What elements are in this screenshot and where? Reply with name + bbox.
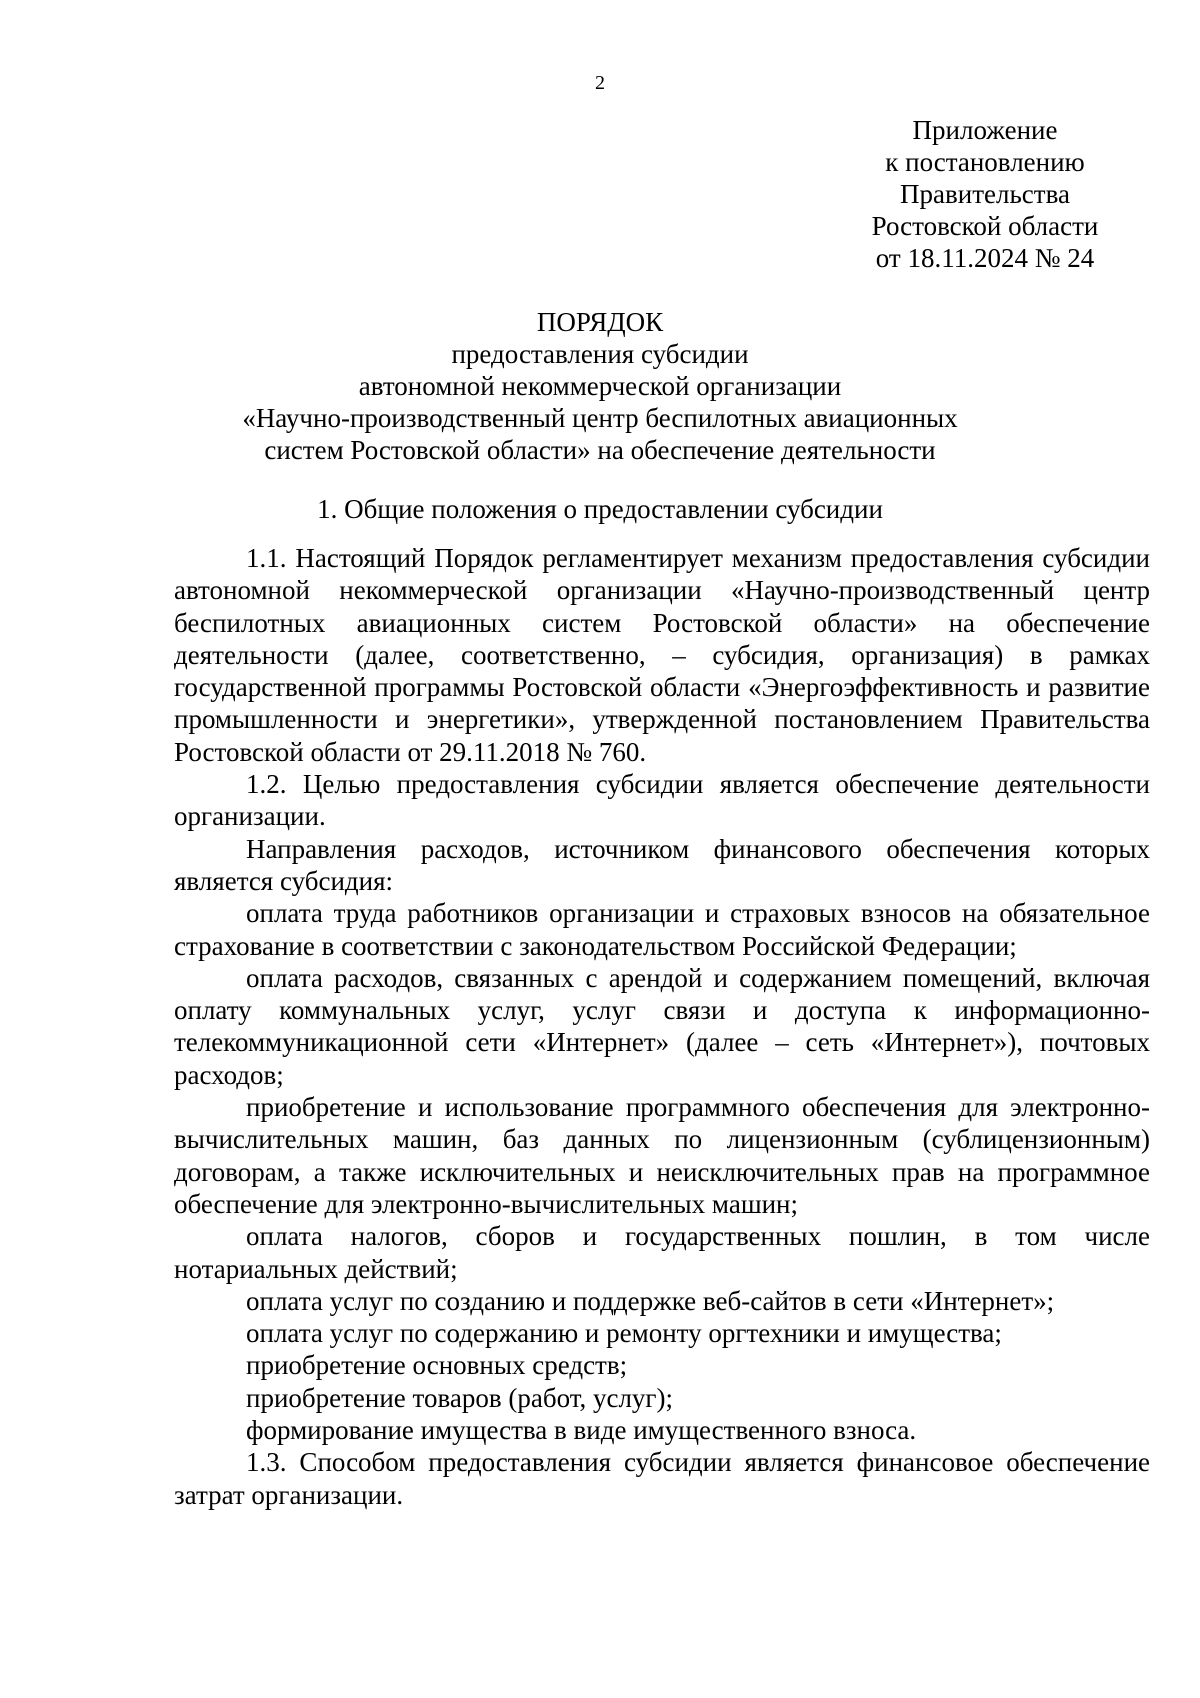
title-line-1: ПОРЯДОК (536, 307, 664, 337)
page-number: 2 (595, 72, 605, 94)
title-line-4: «Научно-производственный центр беспилотных авиационных (242, 403, 958, 433)
paragraph-expense-directions: Направления расходов, источником финансового обеспечения которых является субсидия: (174, 833, 1150, 896)
list-item-software: приобретение и использование программного обеспечения для электронно-вычислительных машин, баз данных по лицензионным (сублицензионным) договорам, а также исключительных и неисключительных прав на программное обеспечение для электронно-вычислительных машин; (174, 1092, 1150, 1219)
document-title (150, 306, 1050, 466)
appendix-line-5: от 18.11.2024 № 24 (875, 243, 1095, 273)
appendix-line-2: к постановлению (885, 147, 1085, 177)
appendix-block (830, 114, 1140, 274)
list-item-rent: оплата расходов, связанных с арендой и содержанием помещений, включая оплату коммунальных услуг, услуг связи и доступа к информационно-телекоммуникационной сети «Интернет» (далее – сеть «Интернет»), почтовых расходов; (174, 962, 1150, 1090)
list-item-websites: оплата услуг по созданию и поддержке веб-сайтов в сети «Интернет»; (246, 1285, 1055, 1316)
paragraph-1-1: 1.1. Настоящий Порядок регламентирует механизм предоставления субсидии автономной некоммерческой организации «Научно-производственный центр беспилотных авиационных систем Ростовской области» на обеспечение деятельности (далее, соответственно, – субсидия, организация) в рамках государственной программы Ростовской области «Энергоэффективность и развитие промышленности и энергетики», утвержденной постановлением Правительства Ростовской области от 29.11.2018 № 760. (174, 543, 1150, 767)
list-item-fixed-assets: приобретение основных средств; (246, 1350, 628, 1381)
body-text (174, 542, 1150, 1511)
paragraph-1-3: 1.3. Способом предоставления субсидии является финансовое обеспечение затрат организации. (174, 1447, 1150, 1510)
list-item-taxes: оплата налогов, сборов и государственных пошлин, в том числе нотариальных действий; (174, 1221, 1150, 1284)
paragraph-1-2: 1.2. Целью предоставления субсидии является обеспечение деятельности организации. (174, 769, 1150, 832)
title-line-5: систем Ростовской области» на обеспечение деятельности (264, 435, 936, 465)
list-item-property-contribution: формирование имущества в виде имущественного взноса. (246, 1415, 917, 1446)
list-item-goods: приобретение товаров (работ, услуг); (246, 1382, 674, 1413)
appendix-line-1: Приложение (912, 115, 1058, 145)
appendix-line-4: Ростовской области (871, 211, 1099, 241)
title-line-2: предоставления субсидии (451, 339, 749, 369)
appendix-line-3: Правительства (900, 179, 1070, 209)
section-heading: 1. Общие положения о предоставлении субсидии (317, 494, 883, 524)
title-line-3: автономной некоммерческой организации (358, 371, 842, 401)
list-item-salary: оплата труда работников организации и страховых взносов на обязательное страхование в соответствии с законодательством Российской Федерации; (174, 898, 1150, 961)
list-item-equipment-repair: оплата услуг по содержанию и ремонту оргтехники и имущества; (246, 1318, 1002, 1349)
